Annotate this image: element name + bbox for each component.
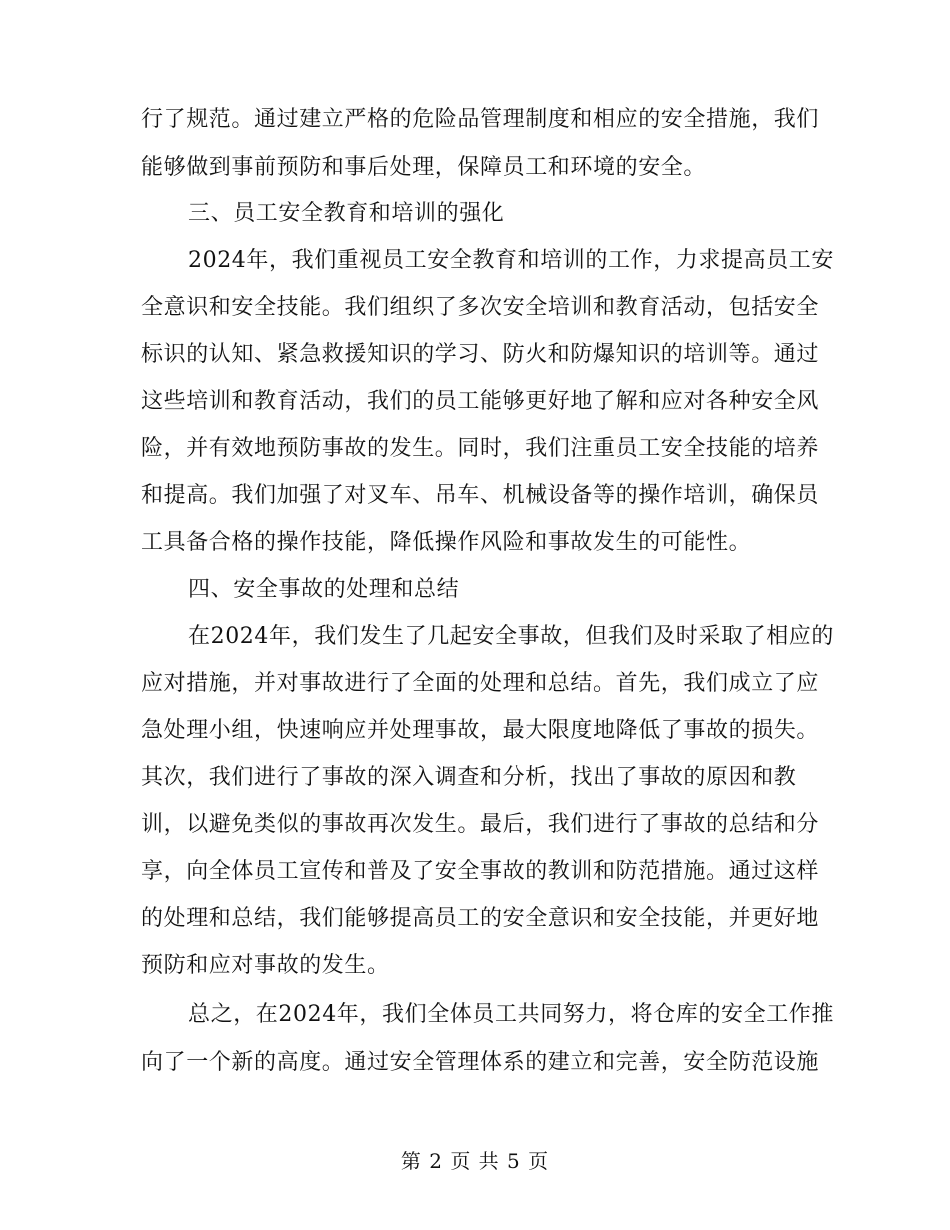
text-line: 其次，我们进行了事故的深入调查和分析，找出了事故的原因和教 [141, 765, 797, 790]
text-line: 标识的认知、紧急救援知识的学习、防火和防爆知识的培训等。通过 [141, 342, 820, 367]
text-line: 享，向全体员工宣传和普及了安全事故的教训和防范措施。通过这样 [141, 859, 820, 884]
text-line: 的处理和总结，我们能够提高员工的安全意识和安全技能，并更好地 [141, 906, 820, 931]
text-line: 2024年，我们重视员工安全教育和培训的工作，力求提高员工安 [188, 248, 834, 273]
text-line: 这些培训和教育活动，我们的员工能够更好地了解和应对各种安全风 [141, 389, 820, 414]
text-line: 能够做到事前预防和事后处理，保障员工和环境的安全。 [141, 155, 707, 180]
text-line: 向了一个新的高度。通过安全管理体系的建立和完善，安全防范设施 [141, 1050, 820, 1075]
section-heading-4: 四、安全事故的处理和总结 [188, 577, 460, 602]
text-line: 和提高。我们加强了对叉车、吊车、机械设备等的操作培训，确保员 [141, 483, 820, 508]
text-line: 行了规范。通过建立严格的危险品管理制度和相应的安全措施，我们 [141, 107, 820, 132]
text-line: 预防和应对事故的发生。 [141, 953, 390, 978]
text-line: 险，并有效地预防事故的发生。同时，我们注重员工安全技能的培养 [141, 436, 820, 461]
page-number-footer: 第 2 页 共 5 页 [400, 1149, 550, 1173]
section-heading-3: 三、员工安全教育和培训的强化 [188, 201, 505, 226]
text-line: 总之，在2024年，我们全体员工共同努力，将仓库的安全工作推 [188, 1002, 834, 1027]
text-line: 全意识和安全技能。我们组织了多次安全培训和教育活动，包括安全 [141, 295, 820, 320]
text-line: 急处理小组，快速响应并处理事故，最大限度地降低了事故的损失。 [141, 718, 820, 743]
text-line: 应对措施，并对事故进行了全面的处理和总结。首先，我们成立了应 [141, 671, 820, 696]
text-line: 训，以避免类似的事故再次发生。最后，我们进行了事故的总结和分 [141, 812, 820, 837]
text-line: 在2024年，我们发生了几起安全事故，但我们及时采取了相应的 [188, 624, 834, 649]
text-line: 工具备合格的操作技能，降低操作风险和事故发生的可能性。 [141, 530, 752, 555]
